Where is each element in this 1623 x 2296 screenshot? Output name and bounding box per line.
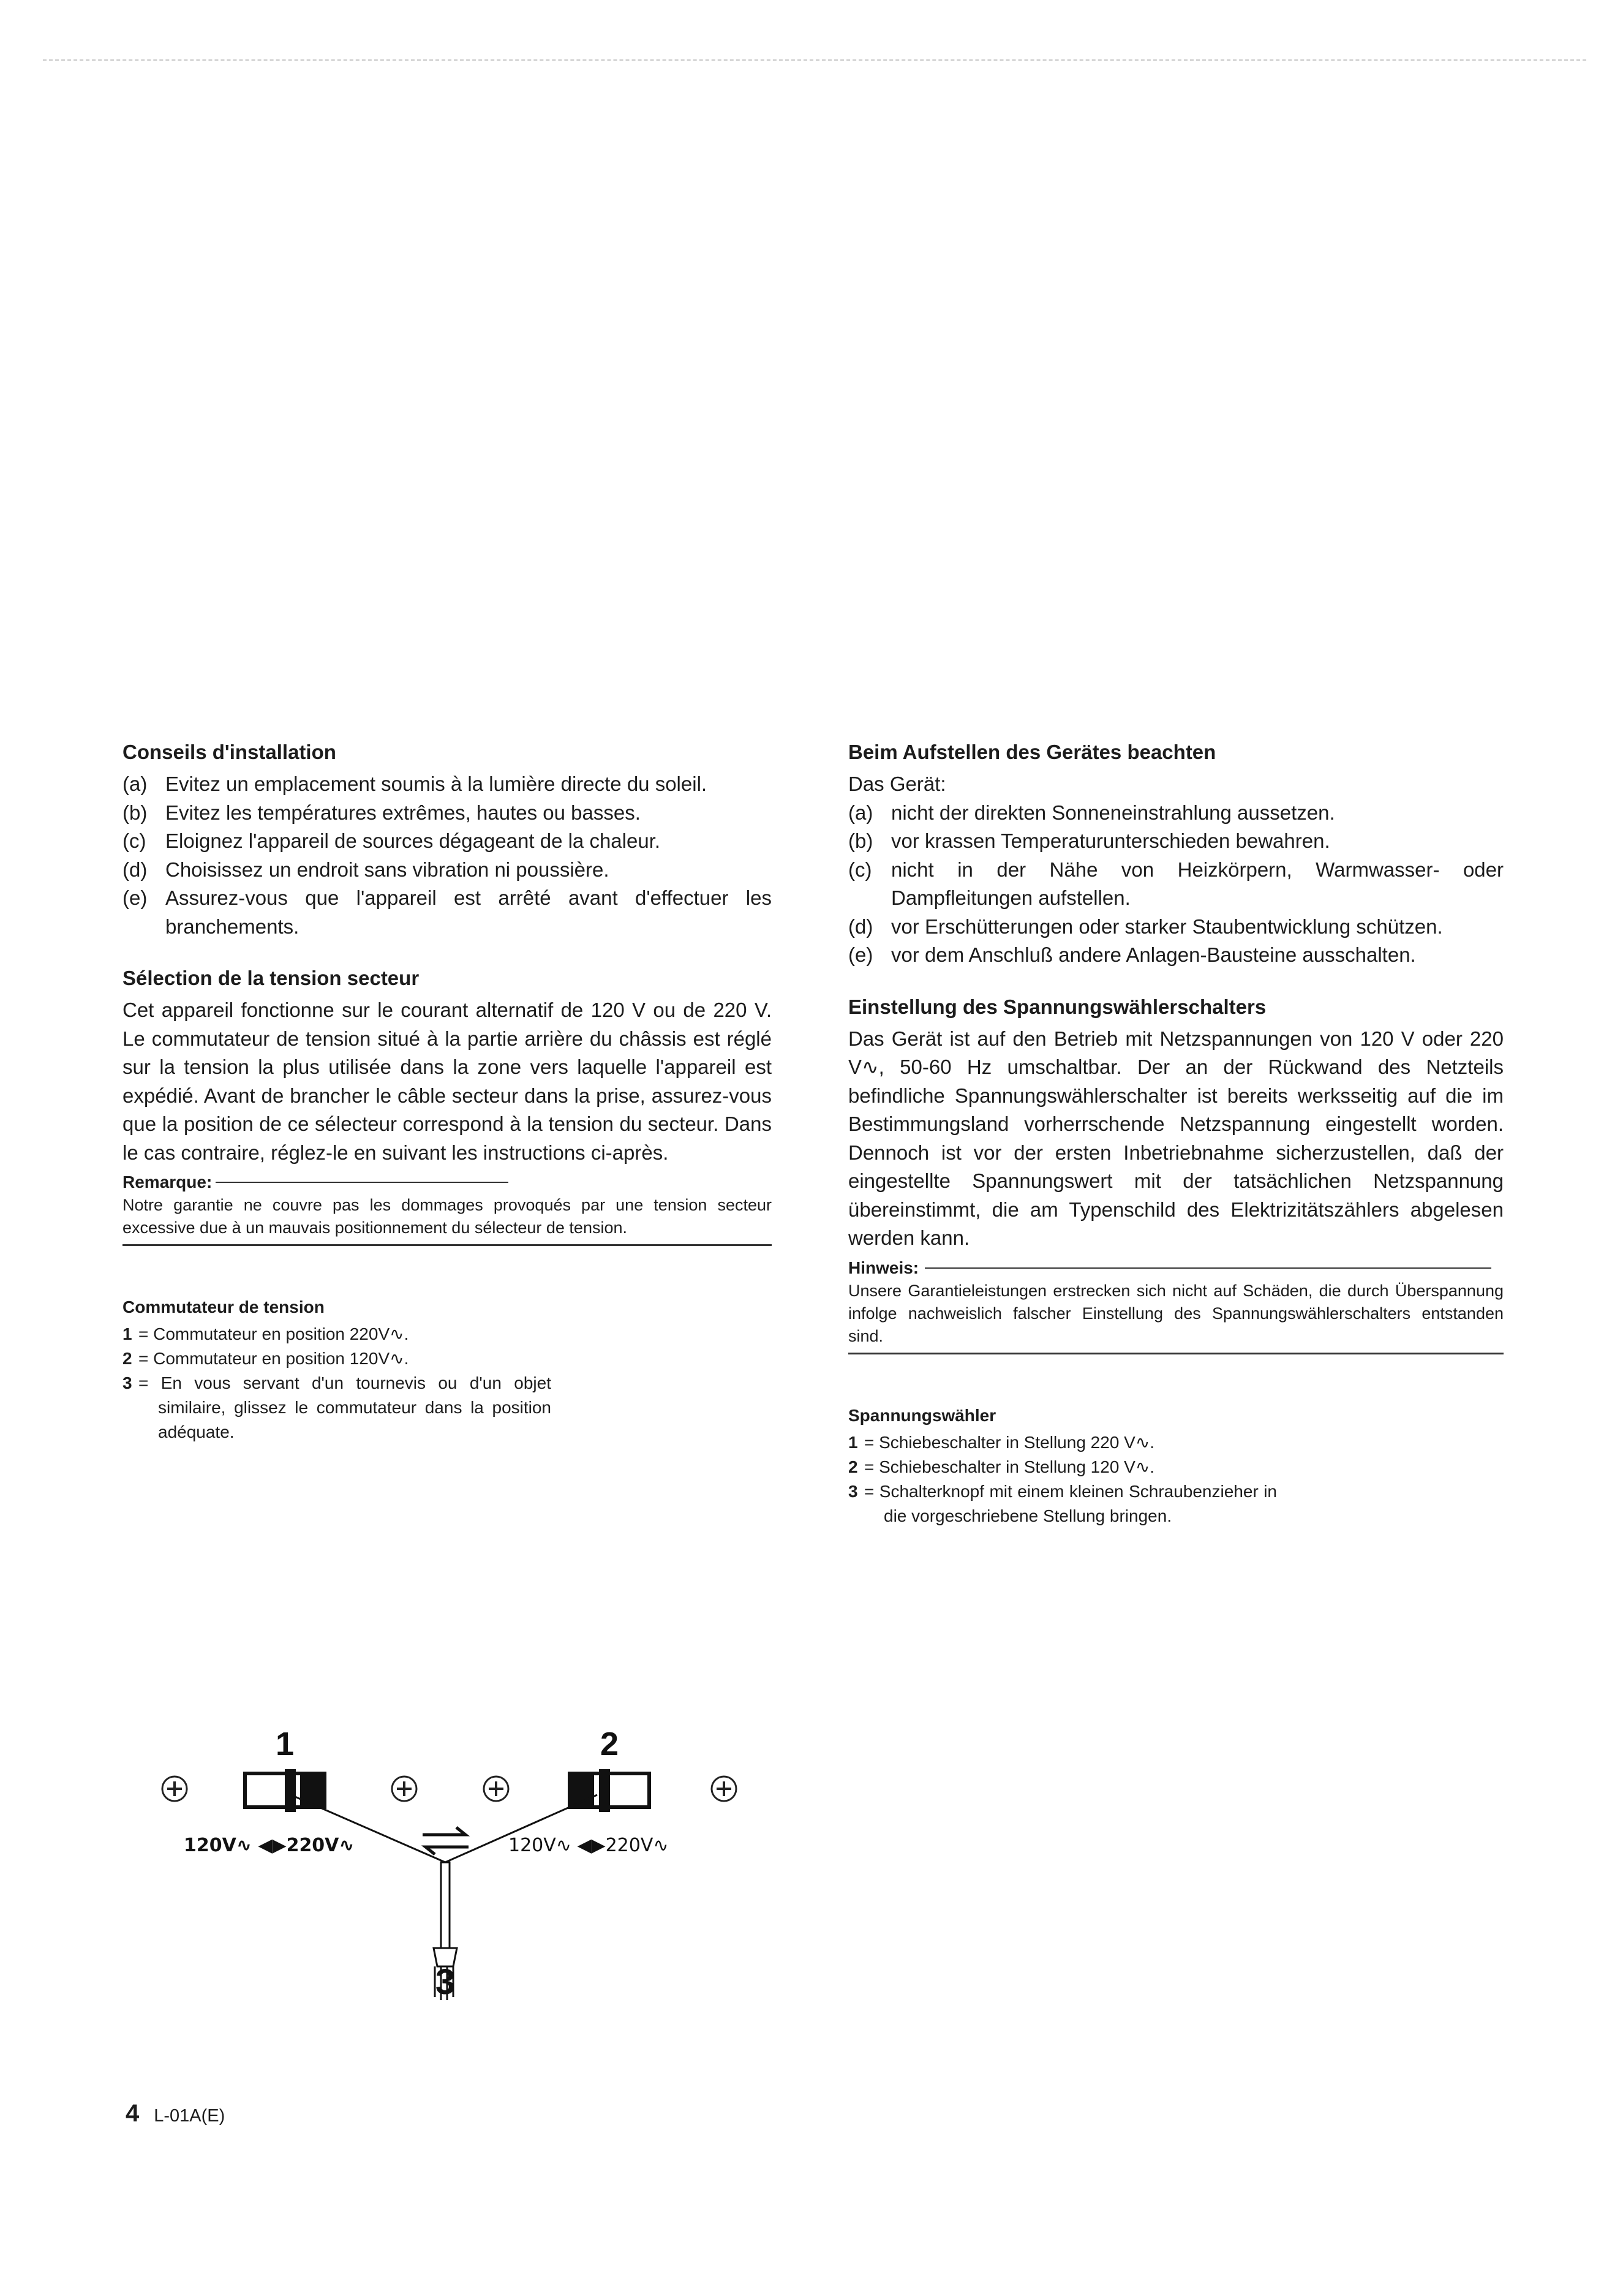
install-list-de xyxy=(848,799,1504,970)
arrows-icon xyxy=(423,1827,469,1854)
page-number: 4 xyxy=(126,2100,140,2127)
selector-legend-fr xyxy=(122,1295,772,1444)
screw-icon xyxy=(162,1777,187,1801)
list-item: (e) Assurez-vous que l'appareil est arrêté avant d'effectuer les branchements. xyxy=(122,886,772,938)
install-list-fr xyxy=(122,770,772,941)
selector-legend-de xyxy=(848,1403,1504,1528)
note-rule xyxy=(925,1267,1491,1269)
list-item: (c) Eloignez l'appareil de sources dégageant de la chaleur. xyxy=(122,829,661,852)
install-title-fr: Conseils d'installation xyxy=(122,741,336,763)
label-2: 2 xyxy=(600,1726,619,1762)
note-label-fr: Remarque: xyxy=(122,1173,213,1191)
install-title-de: Beim Aufstellen des Gerätes beachten xyxy=(848,741,1216,763)
voltage-switch-diagram xyxy=(147,1709,759,2003)
switch-icon xyxy=(570,1769,649,1812)
top-edge-line xyxy=(43,59,1586,61)
note-text-fr: Notre garantie ne couvre pas les dommages provoqués par une tension secteur excessive due à un mauvais positionnement du sélecteur de tension. xyxy=(122,1194,772,1246)
list-item: (e) vor dem Anschluß andere Anlagen-Bausteine ausschalten. xyxy=(848,943,1416,966)
scale-right: 120V∿ ◀▶220V∿ xyxy=(508,1835,669,1856)
list-item: 2 = Schiebeschalter in Stellung 120 V∿. xyxy=(848,1457,1155,1476)
voltage-section-de xyxy=(848,993,1504,1354)
scale-left: 120V∿ ◀▶220V∿ xyxy=(184,1835,355,1856)
voltage-text-fr: Cet appareil fonctionne sur le courant alternatif de 120 V ou de 220 V. Le commutateur de tension situé à la partie arrière du châssis est réglé sur la tension la plus utilisée dans la zone vers laquelle l'appareil est expédié. Avant de brancher le câble secteur dans la prise, assurez-vous que la position de ce sélecteur correspond à la tension du secteur. Dans le cas contraire, réglez-le en suivant les instructions ci-après. xyxy=(122,999,772,1164)
list-item: 3 = En vous servant d'un tournevis ou d'un objet similaire, glissez le commutateur dans la position adéquate. xyxy=(122,1373,551,1441)
list-item: (c) nicht in der Nähe von Heizkörpern, Warmwasser- oder Dampfleitungen aufstellen. xyxy=(848,858,1504,909)
note-label-de: Hinweis: xyxy=(848,1258,919,1277)
list-item: (a) nicht der direkten Sonneneinstrahlung aussetzen. xyxy=(848,801,1335,824)
page-footer xyxy=(126,2100,225,2128)
install-section-fr xyxy=(122,738,772,941)
screw-icon xyxy=(712,1777,736,1801)
install-section-de xyxy=(848,738,1504,970)
list-item: 1 = Commutateur en position 220V∿. xyxy=(122,1324,409,1343)
voltage-title-de: Einstellung des Spannungswählerschalters xyxy=(848,995,1267,1018)
selector-list-de xyxy=(848,1430,1277,1528)
model-number: L-01A(E) xyxy=(154,2106,225,2126)
list-item: 1 = Schiebeschalter in Stellung 220 V∿. xyxy=(848,1432,1155,1452)
note-heading-fr xyxy=(122,1171,772,1194)
install-intro-de: Das Gerät: xyxy=(848,772,946,795)
voltage-text-de: Das Gerät ist auf den Betrieb mit Netzspannungen von 120 V oder 220 V∿, 50-60 Hz umschaltbar. Der an der Rückwand des Netzteils befindliche Spannungswählerschalter ist bereits werksseitig auf die im Bestimmungsland vorherrschende Netzspannung eingestellt worden. Dennoch ist vor der ersten Inbetriebnahme sicherzustellen, daß der eingestellte Spannungswert mit der tatsächlichen Netzspannung übereinstimmt, die am Typenschild des Elektrizitätszählers abgelesen werden kann. xyxy=(848,1027,1504,1249)
list-item: (d) vor Erschütterungen oder starker Staubentwicklung schützen. xyxy=(848,915,1443,938)
list-item: (a) Evitez un emplacement soumis à la lumière directe du soleil. xyxy=(122,772,707,795)
screw-icon xyxy=(484,1777,508,1801)
label-1: 1 xyxy=(275,1726,295,1762)
german-column xyxy=(848,738,1504,1528)
voltage-title-fr: Sélection de la tension secteur xyxy=(122,967,420,989)
selector-list-fr xyxy=(122,1322,551,1444)
list-item: (d) Choisissez un endroit sans vibration ni poussière. xyxy=(122,858,609,881)
label-3: 3 xyxy=(435,1962,456,2002)
voltage-section-fr xyxy=(122,964,772,1246)
screw-icon xyxy=(392,1777,416,1801)
list-item: 2 = Commutateur en position 120V∿. xyxy=(122,1349,409,1368)
french-column xyxy=(122,738,772,1444)
selector-title-fr: Commutateur de tension xyxy=(122,1297,325,1316)
note-rule xyxy=(216,1182,508,1183)
list-item: 3 = Schalterknopf mit einem kleinen Schraubenzieher in die vorgeschriebene Stellung bringen. xyxy=(848,1481,1277,1525)
selector-title-de: Spannungswähler xyxy=(848,1405,996,1425)
note-heading-de xyxy=(848,1256,1504,1280)
list-item: (b) Evitez les températures extrêmes, hautes ou basses. xyxy=(122,801,641,824)
note-text-de: Unsere Garantieleistungen erstrecken sich nicht auf Schäden, die durch Überspannung infolge nachweislich falscher Einstellung des Spannungswählerschalters entstanden sind. xyxy=(848,1280,1504,1354)
list-item: (b) vor krassen Temperaturunterschieden bewahren. xyxy=(848,829,1330,852)
switch-icon xyxy=(245,1769,325,1812)
